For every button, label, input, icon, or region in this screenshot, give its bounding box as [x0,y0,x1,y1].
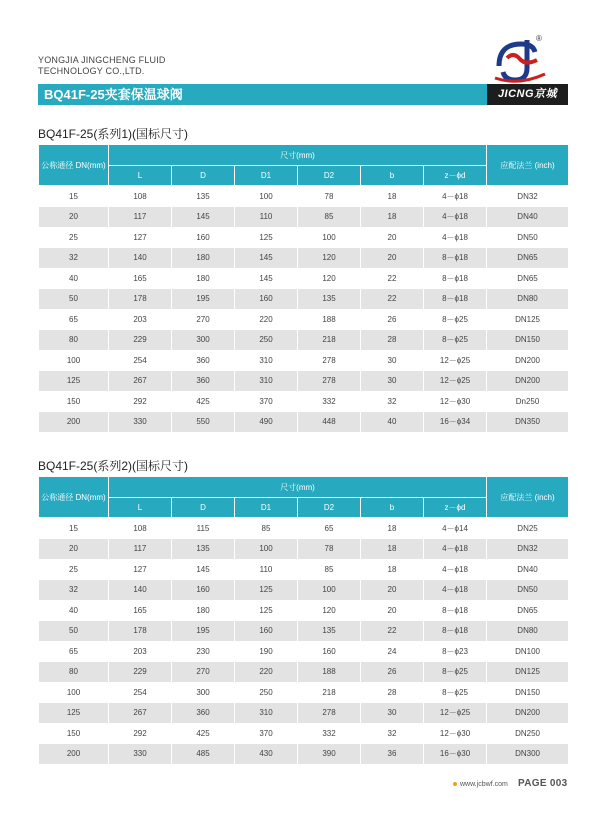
table-cell: 229 [109,330,172,351]
table-cell: 85 [298,559,361,580]
table-cell: 8－ϕ25 [424,309,487,330]
table-row [39,600,569,621]
table-row [39,207,569,228]
table-cell: 135 [172,186,235,207]
table-cell: DN300 [487,744,569,765]
table-row [39,186,569,207]
table-cell: 18 [361,186,424,207]
table-cell: 425 [172,391,235,412]
table-cell: 110 [235,559,298,580]
table-cell: 4－ϕ18 [424,539,487,560]
table-cell: 18 [361,207,424,228]
table-row [39,641,569,662]
table-cell: 4－ϕ18 [424,559,487,580]
table-cell: DN65 [487,268,569,289]
table-cell: 30 [361,371,424,392]
table-cell: 40 [39,600,109,621]
table-cell: DN40 [487,559,569,580]
table-cell: 22 [361,268,424,289]
table-cell: 100 [39,682,109,703]
table-row [39,682,569,703]
table-cell: 20 [39,539,109,560]
table-cell: 32 [39,248,109,269]
table-cell: 8－ϕ18 [424,289,487,310]
header-col-d: D [172,498,235,518]
table-cell: 125 [235,600,298,621]
table-cell: 115 [172,518,235,539]
table-row [39,621,569,642]
table-row [39,268,569,289]
table-cell: DN80 [487,289,569,310]
company-name-line2: TECHNOLOGY CO.,LTD. [38,66,145,76]
table-cell: DN125 [487,662,569,683]
table-cell: 100 [298,580,361,601]
table-cell: DN65 [487,600,569,621]
table-cell: 85 [298,207,361,228]
table-cell: 40 [361,412,424,433]
table-cell: 270 [172,309,235,330]
table-cell: DN50 [487,580,569,601]
table-cell: 135 [172,539,235,560]
table-cell: 8－ϕ25 [424,330,487,351]
table-cell: 50 [39,289,109,310]
table-cell: 550 [172,412,235,433]
table-cell: 360 [172,703,235,724]
table-cell: 108 [109,186,172,207]
table-cell: 250 [235,330,298,351]
table-row [39,391,569,412]
table-row [39,559,569,580]
table-cell: 135 [298,621,361,642]
table-cell: 220 [235,662,298,683]
table-cell: 125 [235,227,298,248]
table-cell: 490 [235,412,298,433]
table-row [39,248,569,269]
page-number: PAGE 003 [518,778,568,789]
table-cell: Dn250 [487,391,569,412]
table-cell: DN350 [487,412,569,433]
table-cell: 8－ϕ18 [424,268,487,289]
table-cell: 100 [235,539,298,560]
table-cell: 110 [235,207,298,228]
table-cell: 310 [235,703,298,724]
table-cell: 180 [172,248,235,269]
table-cell: 127 [109,559,172,580]
table-cell: 85 [235,518,298,539]
table-cell: 30 [361,703,424,724]
table-cell: 8－ϕ18 [424,621,487,642]
table-cell: 180 [172,600,235,621]
table-cell: 300 [172,330,235,351]
table1-body [39,186,569,433]
header-size: 尺寸(mm) [109,477,487,498]
table-cell: 125 [39,703,109,724]
table-cell: 180 [172,268,235,289]
table-cell: 8－ϕ18 [424,248,487,269]
table-cell: 267 [109,703,172,724]
table-cell: 22 [361,621,424,642]
table-row [39,350,569,371]
table-cell: 160 [172,580,235,601]
table-cell: DN80 [487,621,569,642]
table-cell: 218 [298,330,361,351]
table-cell: 12－ϕ30 [424,723,487,744]
table-cell: 485 [172,744,235,765]
table-cell: 145 [172,207,235,228]
table-cell: 4－ϕ18 [424,580,487,601]
table-cell: 4－ϕ18 [424,227,487,248]
table-cell: 310 [235,371,298,392]
table-cell: 150 [39,391,109,412]
table-cell: 370 [235,391,298,412]
table-cell: 195 [172,621,235,642]
table-cell: 12－ϕ25 [424,703,487,724]
table-cell: 310 [235,350,298,371]
table-cell: 20 [361,248,424,269]
table-cell: DN150 [487,330,569,351]
table-cell: DN32 [487,186,569,207]
table-cell: 145 [235,248,298,269]
table-cell: 160 [172,227,235,248]
table-cell: 160 [298,641,361,662]
table-cell: 50 [39,621,109,642]
table-cell: 300 [172,682,235,703]
header-flange: 应配法兰 (inch) [487,477,569,518]
table-cell: 24 [361,641,424,662]
table-cell: DN200 [487,350,569,371]
table-cell: 140 [109,580,172,601]
table-cell: DN100 [487,641,569,662]
table-cell: DN32 [487,539,569,560]
footer-url: www.jcbwf.com [460,781,508,788]
table-cell: 65 [39,309,109,330]
table-cell: 108 [109,518,172,539]
table-cell: 16－ϕ30 [424,744,487,765]
table-cell: 220 [235,309,298,330]
table-cell: 203 [109,641,172,662]
header-col-d2: D2 [298,498,361,518]
table-cell: 125 [39,371,109,392]
table-cell: 4－ϕ18 [424,207,487,228]
table-cell: 26 [361,662,424,683]
table2-title: BQ41F-25(系列2)(国标尺寸) [38,459,189,473]
spec-table-series2 [38,476,569,764]
table-cell: 28 [361,682,424,703]
table-row [39,289,569,310]
table-cell: 15 [39,186,109,207]
table-cell: 278 [298,350,361,371]
header-col-d1: D1 [235,166,298,186]
table-cell: 120 [298,600,361,621]
table-cell: 145 [235,268,298,289]
table-cell: 332 [298,723,361,744]
table-cell: 178 [109,289,172,310]
table-cell: 12－ϕ25 [424,371,487,392]
table-cell: 36 [361,744,424,765]
table-row [39,309,569,330]
table-cell: 8－ϕ25 [424,662,487,683]
table-cell: 270 [172,662,235,683]
table-cell: 117 [109,539,172,560]
table-row [39,330,569,351]
table-cell: 100 [235,186,298,207]
table-cell: DN25 [487,518,569,539]
table-row [39,703,569,724]
table-cell: 165 [109,268,172,289]
table-cell: 360 [172,350,235,371]
table-cell: DN150 [487,682,569,703]
table-cell: 12－ϕ30 [424,391,487,412]
table-cell: 4－ϕ18 [424,186,487,207]
table-row [39,723,569,744]
table-cell: 28 [361,330,424,351]
header-col-l: L [109,498,172,518]
table-cell: 145 [172,559,235,580]
table-cell: 100 [39,350,109,371]
footer-dot-icon [453,782,457,786]
table-cell: 370 [235,723,298,744]
header-flange: 应配法兰 (inch) [487,145,569,186]
table-cell: 78 [298,186,361,207]
company-logo-icon [489,36,549,86]
table-cell: 22 [361,289,424,310]
table-row [39,227,569,248]
table-cell: 390 [298,744,361,765]
table-cell: 229 [109,662,172,683]
table-cell: 20 [361,580,424,601]
table-cell: 8－ϕ18 [424,600,487,621]
table-cell: 18 [361,518,424,539]
spec-table-series1 [38,144,569,432]
table-cell: 250 [235,682,298,703]
company-name [38,55,166,77]
table-cell: 4－ϕ14 [424,518,487,539]
page-title: BQ41F-25夹套保温球阀 [44,87,183,102]
table-cell: 125 [235,580,298,601]
header-col-b: b [361,498,424,518]
table2-body [39,518,569,765]
table-cell: 160 [235,621,298,642]
header-col-d1: D1 [235,498,298,518]
table-cell: 160 [235,289,298,310]
table-cell: 32 [361,723,424,744]
table-cell: 20 [361,600,424,621]
table-cell: 32 [39,580,109,601]
table-cell: 26 [361,309,424,330]
table-cell: 80 [39,662,109,683]
table-cell: 195 [172,289,235,310]
table-cell: 120 [298,268,361,289]
table-cell: 165 [109,600,172,621]
header-col-bolts: z－ϕd [424,166,487,186]
table-cell: DN200 [487,703,569,724]
header-col-l: L [109,166,172,186]
table-cell: 15 [39,518,109,539]
table-cell: DN65 [487,248,569,269]
table-cell: 80 [39,330,109,351]
table-cell: 430 [235,744,298,765]
table-cell: 425 [172,723,235,744]
table-cell: 40 [39,268,109,289]
table-row [39,539,569,560]
table-cell: 278 [298,371,361,392]
table-row [39,412,569,433]
table-cell: 78 [298,539,361,560]
table-cell: 117 [109,207,172,228]
table-cell: 190 [235,641,298,662]
header-col-bolts: z－ϕd [424,498,487,518]
brand-badge: JICNG京城 [487,84,568,105]
table-cell: 65 [39,641,109,662]
table-cell: 135 [298,289,361,310]
header-dn: 公称通径 DN(mm) [39,477,109,518]
table-cell: 8－ϕ25 [424,682,487,703]
table-cell: 100 [298,227,361,248]
table-cell: DN50 [487,227,569,248]
table-cell: 20 [39,207,109,228]
table-cell: 16－ϕ34 [424,412,487,433]
table-cell: 218 [298,682,361,703]
table-cell: 330 [109,744,172,765]
table-row [39,662,569,683]
table-cell: 200 [39,744,109,765]
table-cell: 140 [109,248,172,269]
table-cell: 188 [298,309,361,330]
header-col-d2: D2 [298,166,361,186]
company-name-line1: YONGJIA JINGCHENG FLUID [38,55,166,65]
header-size: 尺寸(mm) [109,145,487,166]
table-cell: 178 [109,621,172,642]
table-row [39,580,569,601]
table-cell: 200 [39,412,109,433]
registered-mark: ® [536,34,542,43]
table-cell: DN200 [487,371,569,392]
header-dn: 公称通径 DN(mm) [39,145,109,186]
table-cell: 448 [298,412,361,433]
table-cell: DN250 [487,723,569,744]
table-cell: 25 [39,227,109,248]
table-row [39,371,569,392]
table-cell: 292 [109,391,172,412]
table-cell: 12－ϕ25 [424,350,487,371]
table-cell: 20 [361,227,424,248]
table-cell: 330 [109,412,172,433]
table-row [39,744,569,765]
table-cell: 18 [361,559,424,580]
table-row [39,518,569,539]
table-cell: 292 [109,723,172,744]
table-cell: 230 [172,641,235,662]
table-cell: 8－ϕ23 [424,641,487,662]
table-cell: 267 [109,371,172,392]
table-cell: 25 [39,559,109,580]
table-cell: 30 [361,350,424,371]
table-cell: 332 [298,391,361,412]
table-cell: 360 [172,371,235,392]
table-cell: 120 [298,248,361,269]
table-cell: 254 [109,682,172,703]
table-cell: 254 [109,350,172,371]
table-cell: 278 [298,703,361,724]
table-cell: 18 [361,539,424,560]
table-cell: DN40 [487,207,569,228]
table-cell: 32 [361,391,424,412]
table-cell: 150 [39,723,109,744]
table-cell: 65 [298,518,361,539]
header-col-d: D [172,166,235,186]
header-col-b: b [361,166,424,186]
table-cell: 127 [109,227,172,248]
table-cell: DN125 [487,309,569,330]
table-cell: 188 [298,662,361,683]
table-cell: 203 [109,309,172,330]
table1-title: BQ41F-25(系列1)(国标尺寸) [38,127,189,141]
